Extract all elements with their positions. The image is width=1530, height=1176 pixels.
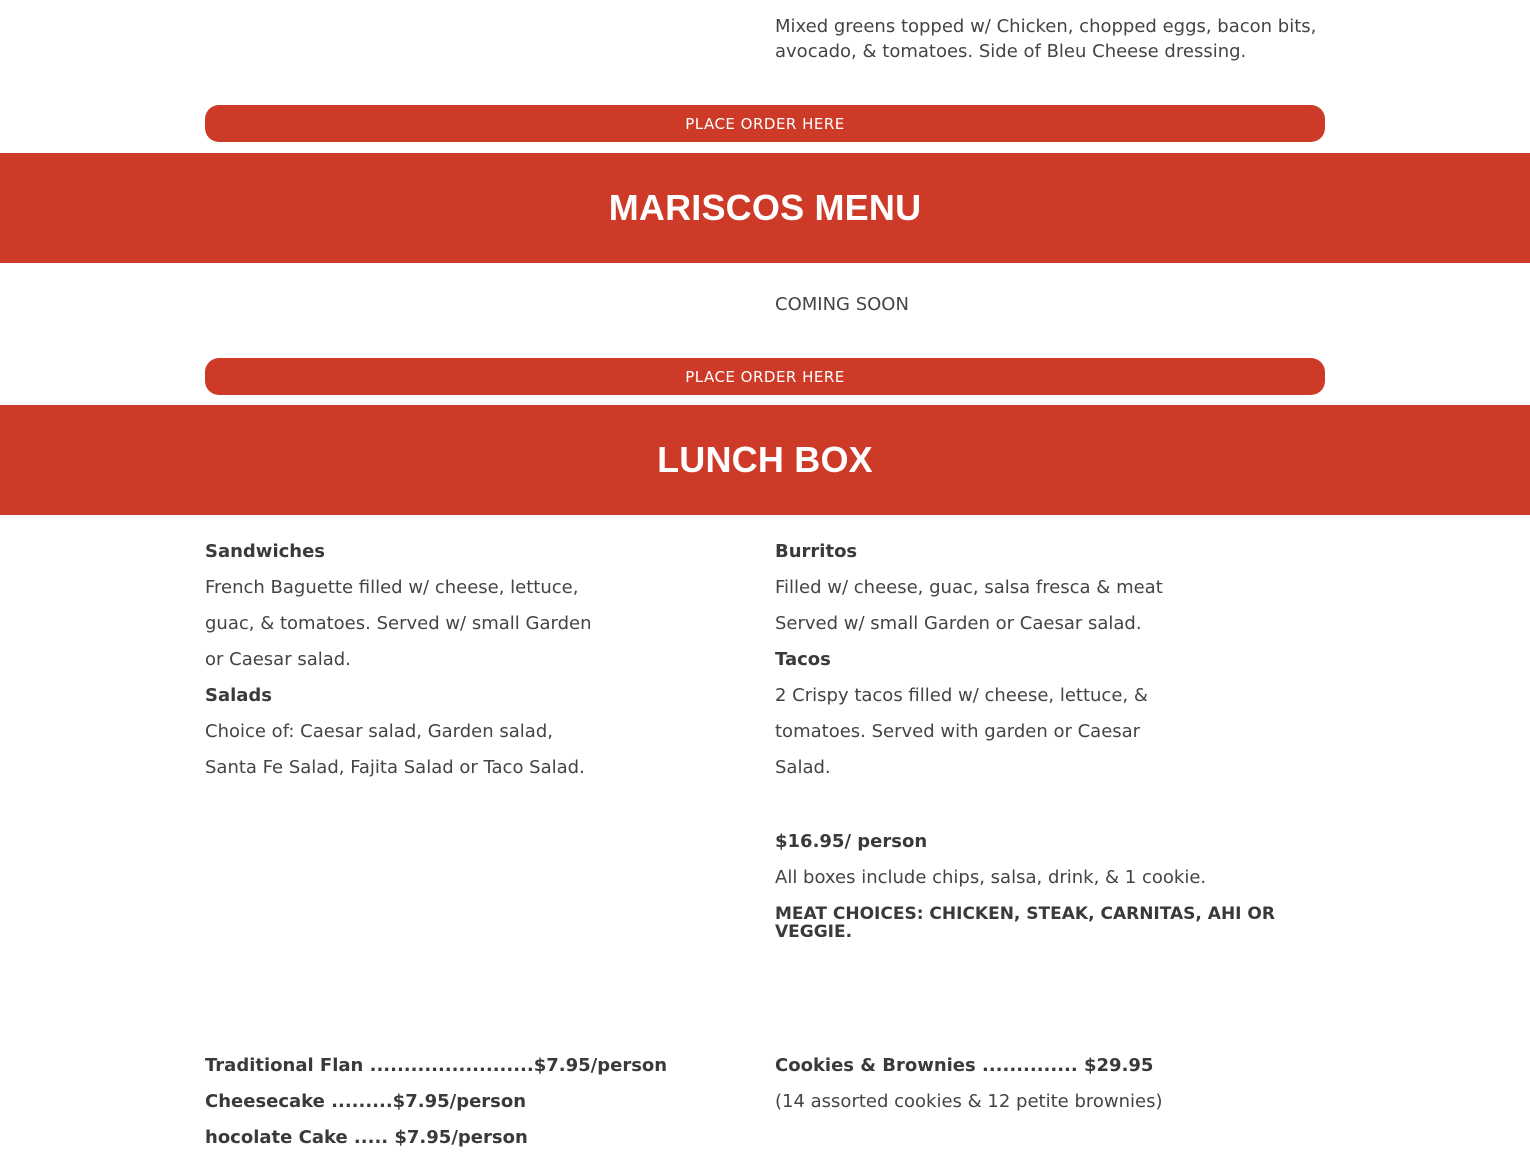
salads-description-line: Santa Fe Salad, Fajita Salad or Taco Salad. — [205, 757, 585, 778]
salads-description-line: Choice of: Caesar salad, Garden salad, — [205, 721, 553, 742]
meat-choices — [775, 905, 1325, 941]
sandwiches-heading: Sandwiches — [205, 541, 326, 562]
lunch-box-title: LUNCH BOX — [657, 439, 873, 480]
burritos-description-line: Served w/ small Garden or Caesar salad. — [775, 613, 1142, 634]
salad-description-line-2: avocado, & tomatoes. Side of Bleu Cheese dressing. — [775, 41, 1247, 62]
dessert-chocolate-cake: hocolate Cake ..... $7.95/person — [205, 1127, 528, 1148]
sandwiches-description-line: guac, & tomatoes. Served w/ small Garden — [205, 613, 592, 634]
burritos-description-line: Filled w/ cheese, guac, salsa fresca & meat — [775, 577, 1163, 598]
mariscos-title: MARISCOS MENU — [608, 187, 922, 228]
tacos-description-line: 2 Crispy tacos filled w/ cheese, lettuce, & — [775, 685, 1148, 706]
lunch-box-header — [0, 405, 1530, 515]
dessert-flan: Traditional Flan ........................$7.95/person — [205, 1055, 668, 1076]
salads-heading: Salads — [205, 685, 273, 706]
meat-choices-line-2: VEGGIE. — [775, 922, 853, 942]
place-order-button-salads[interactable]: PLACE ORDER HERE — [205, 105, 1325, 142]
burritos-heading: Burritos — [775, 541, 858, 562]
lunch-box-includes: All boxes include chips, salsa, drink, & 1 cookie. — [775, 867, 1207, 888]
tacos-description-line: Salad. — [775, 757, 831, 778]
tacos-heading: Tacos — [775, 649, 831, 670]
mariscos-status: COMING SOON — [775, 294, 909, 315]
sandwiches-description-line: French Baguette filled w/ cheese, lettuce, — [205, 577, 579, 598]
tacos-description-line: tomatoes. Served with garden or Caesar — [775, 721, 1141, 742]
salad-description — [775, 14, 1335, 64]
dessert-cheesecake: Cheesecake .........$7.95/person — [205, 1091, 527, 1112]
dessert-cookies-brownies: Cookies & Brownies .............. $29.95 — [775, 1055, 1154, 1076]
salad-description-line-1: Mixed greens topped w/ Chicken, chopped eggs, bacon bits, — [775, 16, 1317, 37]
mariscos-header — [0, 153, 1530, 263]
dessert-cookies-brownies-note: (14 assorted cookies & 12 petite brownies) — [775, 1091, 1163, 1112]
place-order-button-mariscos[interactable]: PLACE ORDER HERE — [205, 358, 1325, 395]
meat-choices-line-1: MEAT CHOICES: CHICKEN, STEAK, CARNITAS, AHI OR — [775, 904, 1275, 924]
lunch-box-price: $16.95/ person — [775, 831, 928, 852]
sandwiches-description-line: or Caesar salad. — [205, 649, 351, 670]
